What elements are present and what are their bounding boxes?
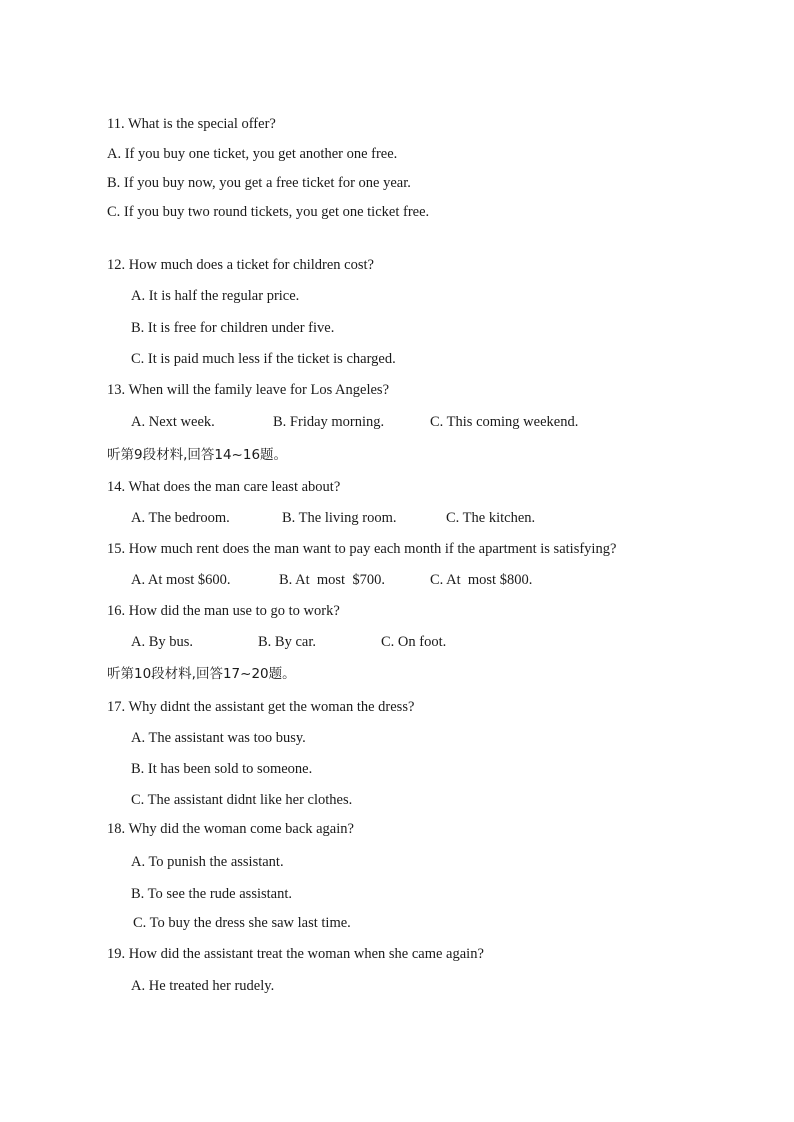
q18-option-a: A. To punish the assistant. [131, 854, 284, 870]
question-12: 12. How much does a ticket for children cost? [107, 257, 374, 273]
q14-option-b: B. The living room. [282, 510, 397, 526]
q15-option-c: C. At most $800. [430, 572, 533, 588]
section-9-instruction: 听第9段材料,回答14~16题。 [107, 447, 288, 463]
question-13: 13. When will the family leave for Los Angeles? [107, 382, 389, 398]
q16-option-c: C. On foot. [381, 634, 447, 650]
q16-option-b: B. By car. [258, 634, 316, 650]
q17-option-b: B. It has been sold to someone. [131, 761, 313, 777]
q17-option-c: C. The assistant didnt like her clothes. [131, 792, 353, 808]
q15-option-b: B. At most $700. [279, 572, 385, 588]
section-10-instruction: 听第10段材料,回答17~20题。 [107, 666, 296, 682]
q12-option-c: C. It is paid much less if the ticket is charged. [131, 351, 396, 367]
question-18: 18. Why did the woman come back again? [107, 821, 354, 837]
q13-option-c: C. This coming weekend. [430, 414, 579, 430]
q11-option-c: C. If you buy two round tickets, you get one ticket free. [107, 204, 430, 220]
q15-option-a: A. At most $600. [131, 572, 231, 588]
question-11: 11. What is the special offer? [107, 116, 276, 132]
question-19: 19. How did the assistant treat the woman when she came again? [107, 946, 484, 962]
question-15: 15. How much rent does the man want to pay each month if the apartment is satisfying? [107, 541, 617, 557]
q14-option-a: A. The bedroom. [131, 510, 230, 526]
q11-option-a: A. If you buy one ticket, you get another one free. [107, 146, 398, 162]
question-17: 17. Why didnt the assistant get the woman the dress? [107, 699, 415, 715]
q13-option-b: B. Friday morning. [273, 414, 385, 430]
q13-option-a: A. Next week. [131, 414, 215, 430]
question-14: 14. What does the man care least about? [107, 479, 341, 495]
q18-option-b: B. To see the rude assistant. [131, 886, 293, 902]
q14-option-c: C. The kitchen. [446, 510, 536, 526]
q18-option-c: C. To buy the dress she saw last time. [133, 915, 351, 931]
q12-option-a: A. It is half the regular price. [131, 288, 300, 304]
question-16: 16. How did the man use to go to work? [107, 603, 340, 619]
q19-option-a: A. He treated her rudely. [131, 978, 275, 994]
q12-option-b: B. It is free for children under five. [131, 320, 335, 336]
q11-option-b: B. If you buy now, you get a free ticket for one year. [107, 175, 411, 191]
q17-option-a: A. The assistant was too busy. [131, 730, 306, 746]
q16-option-a: A. By bus. [131, 634, 194, 650]
